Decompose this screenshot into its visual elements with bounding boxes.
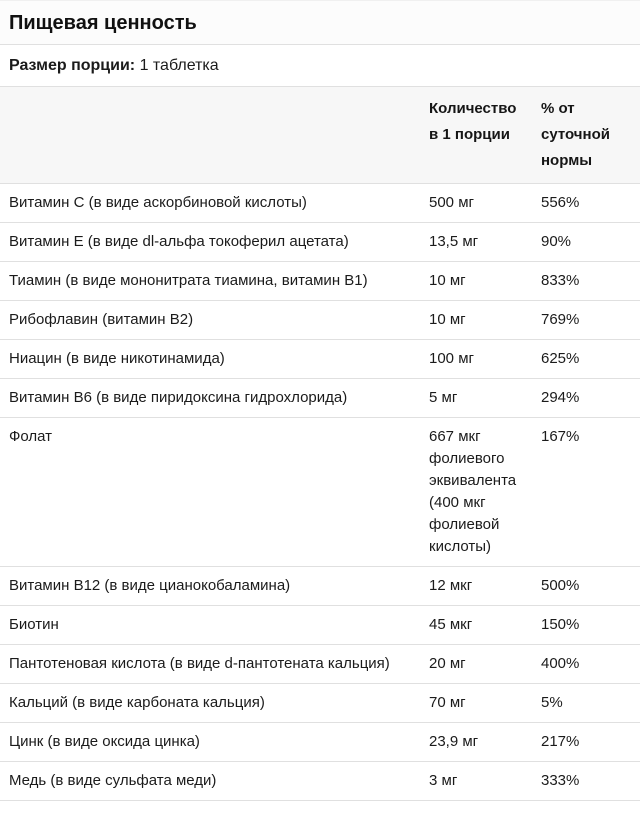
table-row — [0, 223, 640, 262]
header-row — [0, 87, 640, 184]
nutrient-name-cell: Витамин C (в виде аскорбиновой кислоты) — [0, 184, 420, 223]
table-row — [0, 684, 640, 723]
table-row — [0, 379, 640, 418]
nutrient-daily-value-cell: 150% — [532, 606, 640, 645]
table-row — [0, 606, 640, 645]
serving-size-row — [0, 45, 640, 87]
nutrient-daily-value-cell: 294% — [532, 379, 640, 418]
table-row — [0, 723, 640, 762]
column-header-nutrient — [0, 87, 420, 184]
nutrient-name-cell: Медь (в виде сульфата меди) — [0, 762, 420, 801]
nutrient-name-cell: Витамин E (в виде dl-альфа токоферил ацетата) — [0, 223, 420, 262]
nutrient-name-cell: Ниацин (в виде никотинамида) — [0, 340, 420, 379]
nutrient-daily-value-cell: 5% — [532, 684, 640, 723]
nutrient-daily-value-cell: 333% — [532, 762, 640, 801]
nutrient-daily-value-cell: 167% — [532, 418, 640, 567]
column-header-daily-value: % от суточной нормы — [532, 87, 640, 184]
nutrition-table — [0, 87, 640, 801]
nutrient-name-cell: Биотин — [0, 606, 420, 645]
nutrient-name-cell: Пантотеновая кислота (в виде d-пантотената кальция) — [0, 645, 420, 684]
nutrient-amount-cell: 70 мг — [420, 684, 532, 723]
nutrient-amount-cell: 10 мг — [420, 262, 532, 301]
nutrient-daily-value-cell: 625% — [532, 340, 640, 379]
nutrient-daily-value-cell: 400% — [532, 645, 640, 684]
nutrient-name-cell: Витамин B6 (в виде пиридоксина гидрохлорида) — [0, 379, 420, 418]
nutrient-amount-cell: 10 мг — [420, 301, 532, 340]
nutrient-amount-cell: 3 мг — [420, 762, 532, 801]
nutrient-daily-value-cell: 217% — [532, 723, 640, 762]
serving-size-label: Размер порции: — [9, 57, 136, 74]
column-header-amount: Количество в 1 порции — [420, 87, 532, 184]
table-row — [0, 762, 640, 801]
nutrition-table-header — [0, 87, 640, 184]
nutrient-amount-cell: 5 мг — [420, 379, 532, 418]
table-row — [0, 301, 640, 340]
table-row — [0, 418, 640, 567]
nutrient-name-cell: Рибофлавин (витамин B2) — [0, 301, 420, 340]
nutrient-amount-cell: 667 мкг фолиевого эквивалента (400 мкг фолиевой кислоты) — [420, 418, 532, 567]
nutrient-daily-value-cell: 90% — [532, 223, 640, 262]
nutrient-name-cell: Витамин B12 (в виде цианокобаламина) — [0, 567, 420, 606]
nutrient-name-cell: Тиамин (в виде мононитрата тиамина, витамин B1) — [0, 262, 420, 301]
nutrient-daily-value-cell: 833% — [532, 262, 640, 301]
serving-size-value: 1 таблетка — [139, 57, 219, 74]
table-row — [0, 184, 640, 223]
nutrient-amount-cell: 12 мкг — [420, 567, 532, 606]
nutrient-amount-cell: 100 мг — [420, 340, 532, 379]
table-row — [0, 645, 640, 684]
nutrient-amount-cell: 13,5 мг — [420, 223, 532, 262]
nutrition-table-body — [0, 184, 640, 801]
table-row — [0, 567, 640, 606]
nutrient-name-cell: Кальций (в виде карбоната кальция) — [0, 684, 420, 723]
nutrient-daily-value-cell: 500% — [532, 567, 640, 606]
nutrient-amount-cell: 500 мг — [420, 184, 532, 223]
nutrient-name-cell: Фолат — [0, 418, 420, 567]
nutrient-amount-cell: 23,9 мг — [420, 723, 532, 762]
nutrient-amount-cell: 45 мкг — [420, 606, 532, 645]
nutrient-daily-value-cell: 556% — [532, 184, 640, 223]
table-row — [0, 340, 640, 379]
panel-title: Пищевая ценность — [9, 12, 197, 34]
nutrient-name-cell: Цинк (в виде оксида цинка) — [0, 723, 420, 762]
nutrient-daily-value-cell: 769% — [532, 301, 640, 340]
panel-header — [0, 1, 640, 45]
nutrient-amount-cell: 20 мг — [420, 645, 532, 684]
table-row — [0, 262, 640, 301]
